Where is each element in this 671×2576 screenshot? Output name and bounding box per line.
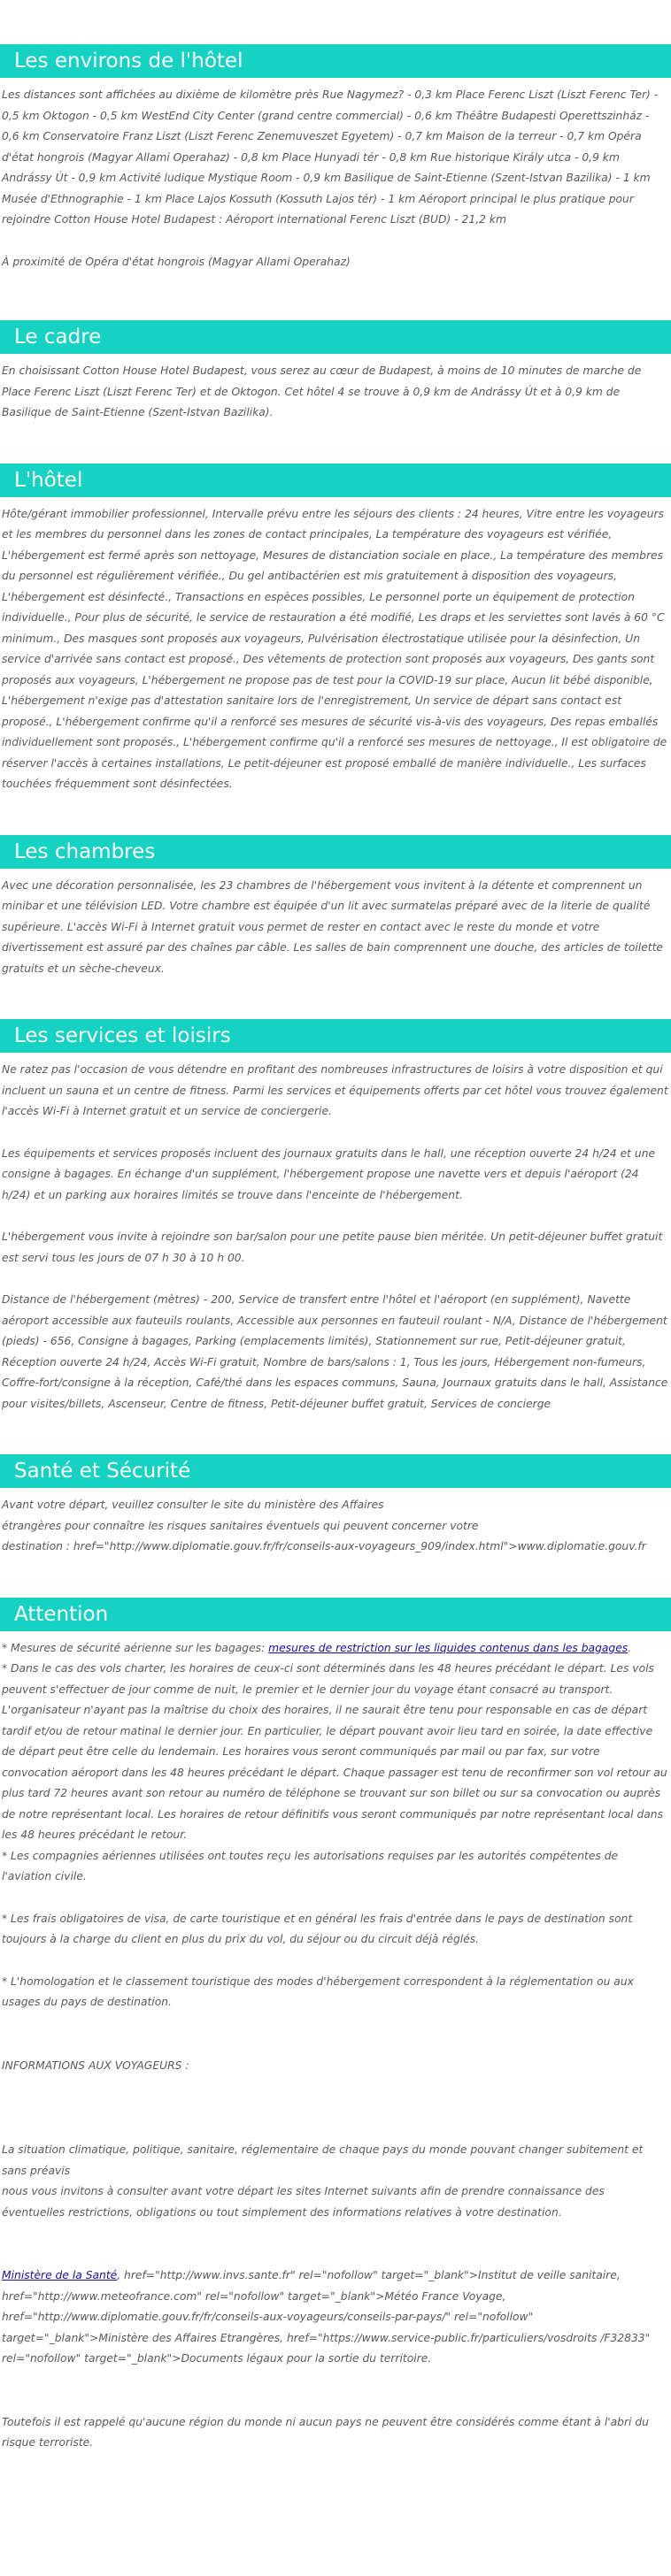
ministere-sante-link[interactable]: Ministère de la Santé — [2, 2269, 118, 2281]
attention-visa: * Les frais obligatoires de visa, de carte touristique et en général les frais d'entrée dans le pays de destination sont toujours à la charge du client en plus du prix du vol, du séjour ou du circuit déjà réglés. — [2, 1912, 633, 1945]
chambres-body — [0, 876, 671, 980]
attention-links — [2, 2266, 669, 2370]
attention-consult: nous vous invitons à consulter avant votre départ les sites Internet suivants afin de prendre connaissance des éventuelles restrictions, obligations ou tout simplement des informations relatives à votre destination. — [2, 2185, 605, 2219]
section-title-services: Les services et loisirs — [0, 1019, 671, 1053]
attention-body — [0, 1638, 671, 2454]
hotel-body — [0, 504, 671, 795]
section-title-chambres: Les chambres — [0, 835, 671, 869]
attention-bagages-end: . — [628, 1641, 632, 1654]
liquids-restriction-link[interactable]: mesures de restriction sur les liquides contenus dans les bagages — [268, 1641, 629, 1654]
cadre-text: En choisissant Cotton House Hotel Budapest, vous serez au cœur de Budapest, à moins de 10 minutes de marche de Place Ferenc Liszt (Liszt Ferenc Ter) et de Oktogon. Cet hôtel 4 se trouve à 0,9 km de Andrássy Út et à 0,9 km de Basilique de Saint-Etienne (Szent-Istvan Bazilika). — [2, 364, 642, 418]
section-title-cadre: Le cadre — [0, 320, 671, 354]
attention-compagnies: * Les compagnies aériennes utilisées ont toutes reçu les autorisations requises par les autorités compétentes de l'aviation civile. — [2, 1849, 619, 1882]
sante-line-3: destination : href="http://www.diplomatie.gouv.fr/fr/conseils-aux-voyageurs_909/index.html">www.diplomatie.gouv.fr — [2, 1540, 646, 1552]
attention-terrorisme: Toutefois il est rappelé qu'aucune région du monde ni aucun pays ne peuvent être considérés comme étant à l'abri du risque terroriste. — [2, 2415, 649, 2449]
chambres-text: Avec une décoration personnalisée, les 23 chambres de l'hébergement vous invitent à la détente et comprennent un minibar et une télévision LED. Votre chambre est équipée d'un lit avec surmatelas préparé avec de la literie de qualité supérieure. L'accès Wi-Fi à Internet gratuit vous permet de rester en contact avec le reste du monde et votre divertissement est assuré par des chaînes par câble. Les salles de bain comprennent une douche, des articles de toilette gratuits et un sèche-cheveux. — [2, 878, 663, 975]
services-p3: L'hébergement vous invite à rejoindre son bar/salon pour une petite pause bien méritée. Un petit-déjeuner buffet gratuit est servi tous les jours de 07 h 30 à 10 h 00. — [2, 1230, 663, 1264]
attention-homologation: * L'homologation et le classement touristique des modes d'hébergement correspondent à la réglementation ou aux usages du pays de destination. — [2, 1974, 634, 2008]
attention-bagages — [2, 1638, 669, 1660]
cadre-body — [0, 361, 671, 424]
environs-body — [0, 85, 671, 272]
sante-body — [0, 1495, 671, 1558]
section-title-hotel: L'hôtel — [0, 464, 671, 497]
services-body — [0, 1060, 671, 1414]
services-p2: Les équipements et services proposés incluent des journaux gratuits dans le hall, une réception ouverte 24 h/24 et une consigne à bagages. En échange d'un supplément, l'hébergement propose une navette vers et depuis l'aéroport (24 h/24) et un parking aux horaires limités se trouve dans l'enceinte de l'hébergement. — [2, 1146, 656, 1201]
services-p4: Distance de l'hébergement (mètres) - 200, Service de transfert entre l'hôtel et l'aéroport (en supplément), Navette aéroport accessible aux fauteuils roulants, Accessible aux personnes en fauteuil roulant - N/A, Distance de l'hébergement (pieds) - 656, Consigne à bagages, Parking (emplacements limités), Stationnement sur rue, Petit-déjeuner gratuit, Réception ouverte 24 h/24, Accès Wi-Fi gratuit, Nombre de bars/salons : 1, Tous les jours, Hébergement non-fumeurs, Coffre-fort/consigne à la réception, Café/thé dans les espaces communs, Sauna, Journaux gratuits dans le hall, Assistance pour visites/billets, Ascenseur, Centre de fitness, Petit-déjeuner buffet gratuit, Services de concierge — [2, 1293, 668, 1410]
services-p1: Ne ratez pas l'occasion de vous détendre en profitant des nombreuses infrastructures de loisirs à votre disposition et qui incluent un sauna et un centre de fitness. Parmi les services et équipements offerts par cet hôtel vous trouvez également l'accès Wi-Fi à Internet gratuit et un service de conciergerie. — [2, 1063, 668, 1117]
sante-line-1: Avant votre départ, veuillez consulter le site du ministère des Affaires — [2, 1499, 384, 1511]
environs-distances: Les distances sont affichées au dixième de kilomètre près Rue Nagymez? - 0,3 km Place Ferenc Liszt (Liszt Ferenc Ter) - 0,5 km Oktogon - 0,5 km WestEnd City Center (grand centre commercial) - 0,6 km Théâtre Budapesti Operettszinház - 0,6 km Conservatoire Franz Liszt (Liszt Ferenc Zenemuveszet Egyetem) - 0,7 km Maison de la terreur - 0,7 km Opéra d'état hongrois (Magyar Allami Operahaz) - 0,8 km Place Hunyadi tér - 0,8 km Rue historique Király utca - 0,9 km Andrássy Út - 0,9 km Activité ludique Mystique Room - 0,9 km Basilique de Saint-Etienne (Szent-Istvan Bazilika) - 1 km Musée d'Ethnographie - 1 km Place Lajos Kossuth (Kossuth Lajos tér) - 1 km Aéroport principal le plus pratique pour rejoindre Cotton House Hotel Budapest : Aéroport international Ferenc Liszt (BUD) - 21,2 km — [2, 88, 659, 226]
attention-links-text: , href="http://www.invs.sante.fr" rel="nofollow" target="_blank">Institut de veille sanitaire, href="http://www.meteofrance.com" rel="nofollow" target="_blank">Météo France Voyage, href="http://www.diplomatie.gouv.fr/fr/conseils-aux-voyageurs/conseils-par-pays/" rel="nofollow" target="_blank">Ministère des Affaires Etrangères, href="https://www.service-public.fr/particuliers/vosdroits /F32833" rel="nofollow" target="_blank">Documents légaux pour la sortie du territoire. — [2, 2269, 651, 2365]
sante-line-2: étrangères pour connaître les risques sanitaires éventuels qui peuvent concerner votre — [2, 1519, 479, 1532]
section-title-environs: Les environs de l'hôtel — [0, 44, 671, 78]
hotel-text: Hôte/gérant immobilier professionnel, Intervalle prévu entre les séjours des clients : 24 heures, Vitre entre les voyageurs et les membres du personnel dans les zones de contact principales, La température des voyageurs est vérifiée, L'hébergement est fermé après son nettoyage, Mesures de distanciation sociale en place., La température des membres du personnel est régulièrement vérifiée., Du gel antibactérien est mis gratuitement à disposition des voyageurs, L'hébergement est désinfecté., Transactions en espèces possibles, Le personnel porte un équipement de protection individuelle., Pour plus de sécurité, le service de restauration a été modifié, Les draps et les serviettes sont lavés à 60 °C minimum., Des masques sont proposés aux voyageurs, Pulvérisation électrostatique utilisée pour la désinfection, Un service d'arrivée sans contact est proposé., Des vêtements de protection sont proposés aux voyageurs, Des gants sont proposés aux voyageurs, L'hébergement ne propose pas de test pour la COVID-19 sur place, Aucun lit bébé disponible, L'hébergement n'exige pas d'attestation sanitaire lors de l'enregistrement, Un service de départ sans contact est proposé., L'hébergement confirme qu'il a renforcé ses mesures de sécurité vis-à-vis des voyageurs, Des repas emballés individuellement sont proposés., L'hébergement confirme qu'il a renforcé ses mesures de nettoyage., Il est obligatoire de réserver l'accès à certaines installations, Le petit-déjeuner est proposé emballé de manière individuelle., Les surfaces touchées fréquemment sont désinfectées. — [2, 507, 667, 790]
section-title-sante: Santé et Sécurité — [0, 1454, 671, 1488]
environs-proximity: À proximité de Opéra d'état hongrois (Magyar Allami Operahaz) — [2, 255, 351, 268]
section-title-attention: Attention — [0, 1598, 671, 1631]
attention-infos-heading: INFORMATIONS AUX VOYAGEURS : — [2, 2058, 189, 2072]
attention-bagages-text: * Mesures de sécurité aérienne sur les bagages: — [2, 1641, 269, 1654]
attention-situation: La situation climatique, politique, sanitaire, réglementaire de chaque pays du monde pouvant changer subitement et sans préavis — [2, 2143, 644, 2177]
attention-charter: * Dans le cas des vols charter, les horaires de ceux-ci sont déterminés dans les 48 heures précédant le départ. Les vols peuvent s'effectuer de jour comme de nuit, le premier et le dernier jour du voyage étant consacré au transport. L'organisateur n'ayant pas la maîtrise du choix des horaires, il ne saurait être tenu pour responsable en cas de départ tardif et/ou de retour matinal le dernier jour. En particulier, le départ pouvant avoir lieu tard en soirée, la date effective de départ peut être celle du lendemain. Les horaires vous seront communiqués par mail ou par fax, sur votre convocation aéroport dans les 48 heures précédant le départ. Chaque passager est tenu de reconfirmer son vol retour au plus tard 72 heures avant son retour au numéro de téléphone se trouvant sur son billet ou sur sa convocation ou auprès de notre représentant local. Les horaires de retour définitifs vous seront communiqués par notre représentant local dans les 48 heures précédant le retour. — [2, 1662, 667, 1841]
